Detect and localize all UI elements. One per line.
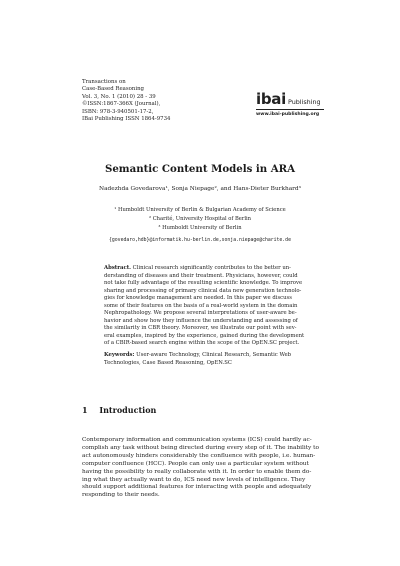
publication-line: ©ISSN:1867-366X (Journal), <box>82 101 161 108</box>
body-line: Contemporary information and communication systems (ICS) could hardly ac- <box>82 437 312 443</box>
abstract-line: sharing and processing of primary clinical data new generation technolo- <box>104 287 302 294</box>
paper-authors: Nadezhda Govedarova¹, Sonja Niepage², and Hans-Dieter Burkhard³ <box>99 186 301 192</box>
body-line: computer confluence (HCC). People can only use a particular system without <box>82 460 309 467</box>
publication-line: Vol. 3, No. 1 (2010) 28 - 39 <box>82 93 156 100</box>
abstract-line: of a CBIR-based search engine within the scope of the OpEN.SC project. <box>104 340 300 346</box>
logo-url: www.ibai-publishing.org <box>256 112 320 117</box>
affiliation-2: ² Charité, University Hospital of Berlin <box>148 216 252 222</box>
abstract-line: some of their features on the basis of a real-world system in the domain <box>104 302 298 309</box>
body-line: complish any task without being directed during every step of it. The inability to <box>82 444 319 451</box>
abstract-line: gies for knowledge management are needed. In this paper we discuss <box>104 295 292 301</box>
abstract-line: Clinical research significantly contributes to the better un- <box>132 265 291 271</box>
logo-divider <box>256 109 324 110</box>
paper-title: Semantic Content Models in ARA <box>104 163 296 175</box>
abstract-line: havior and show how they influence the understanding and assessing of <box>104 317 298 324</box>
author-emails: {govedaro,hdb}@informatik.hu-berlin.de,sonja.niepage@charite.de <box>109 238 291 243</box>
affiliation-1: ¹ Humboldt University of Berlin & Bulgarian Academy of Science <box>114 207 286 213</box>
abstract-label: Abstract. <box>104 265 131 271</box>
body-line: should support additional features for interacting with people and adequately <box>82 484 312 491</box>
abstract-line: not take fully advantage of the resulting scientific knowledge. To improve <box>104 280 303 286</box>
section-number: 1 <box>82 405 88 415</box>
publication-line: Transactions on <box>82 79 126 85</box>
keywords-line: Technologies, Case Based Reasoning, OpEN.SC <box>104 359 232 366</box>
abstract <box>104 265 305 348</box>
abstract-line: eral examples, inspired by the experience, gained during the development <box>104 332 305 339</box>
introduction-text <box>82 437 322 500</box>
publication-line: IBai Publishing ISSN 1864-9734 <box>82 116 171 123</box>
publication-line: Case-Based Reasoning <box>82 86 145 93</box>
section-heading <box>82 405 156 415</box>
publication-line: ISBN: 978-3-940501-17-2, <box>82 108 154 115</box>
logo-name: ibai <box>256 90 286 108</box>
abstract-line: derstanding of diseases and their treatment. Physicians, however, could <box>104 272 298 279</box>
keywords-label: Keywords: <box>104 352 135 358</box>
keywords-line: User-aware Technology, Clinical Research, Semantic Web <box>136 352 291 358</box>
abstract-line: Nephropathology. We propose several interpretations of user-aware be- <box>104 310 297 316</box>
abstract-line: the similarity in CBR theory. Moreover, we illustrate our point with sev- <box>104 325 297 331</box>
section-title: Introduction <box>99 405 157 415</box>
keywords <box>104 352 300 367</box>
logo-suffix: Publishing <box>287 98 321 106</box>
body-line: act autonomously hinders considerably the confluence with people, i.e. human- <box>82 452 316 459</box>
body-line: having the possibility to really collaborate with it. In order to enable them do- <box>82 468 312 475</box>
ibai-publishing-logo <box>256 92 326 126</box>
body-line: responding to their needs. <box>82 492 160 499</box>
affiliation-3: ³ Humboldt University of Berlin <box>158 225 242 231</box>
publication-info <box>82 79 232 123</box>
body-line: ing what they actually want to do, ICS need new levels of intelligence. They <box>82 476 306 483</box>
